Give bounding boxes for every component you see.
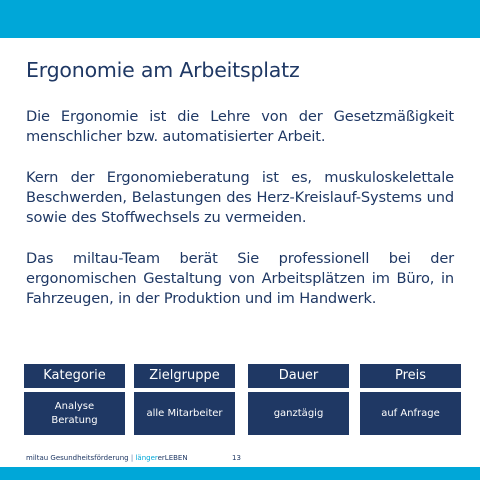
bottom-accent-bar — [0, 467, 480, 480]
paragraph-team: Das miltau-Team berät Sie professionell bei der ergonomischen Gestaltung von Arbeitsplätzen im Büro, in Fahrzeugen, in der Produktion und im Handwerk. — [26, 250, 454, 307]
top-accent-bar — [0, 0, 480, 38]
paragraph-definition: Die Ergonomie ist die Lehre von der Gesetzmäßigkeit menschlicher bzw. automatisierter Arbeit. — [26, 108, 454, 145]
footer-company: miltau Gesundheitsförderung — [26, 454, 129, 462]
card-value-text: alle Mitarbeiter — [146, 407, 223, 419]
card-header: Dauer — [248, 364, 349, 388]
card-value — [248, 392, 349, 435]
card-header: Zielgruppe — [134, 364, 235, 388]
card-value-text: ganztägig — [273, 407, 324, 419]
footer-separator: | — [130, 454, 134, 462]
card-header: Preis — [360, 364, 461, 388]
info-card-price — [360, 364, 461, 435]
paragraph-core: Kern der Ergonomieberatung ist es, muskuloskelettale Beschwerden, Belastungen des Herz-Kreislauf-Systems und sowie des Stoffwechsels zu vermeiden. — [26, 169, 454, 226]
card-value — [24, 392, 125, 435]
footer — [26, 454, 188, 462]
card-value — [134, 392, 235, 435]
slide-title: Ergonomie am Arbeitsplatz — [26, 58, 300, 82]
card-value — [360, 392, 461, 435]
info-card-target-group — [134, 364, 235, 435]
card-header: Kategorie — [24, 364, 125, 388]
card-value-text: Analyse Beratung — [51, 400, 98, 426]
info-card-category — [24, 364, 125, 435]
info-card-duration — [248, 364, 349, 435]
footer-brand-part2: erLEBEN — [157, 454, 188, 462]
card-value-text: auf Anfrage — [381, 407, 440, 419]
footer-brand-part1: länger — [135, 454, 158, 462]
page-number: 13 — [232, 454, 241, 462]
